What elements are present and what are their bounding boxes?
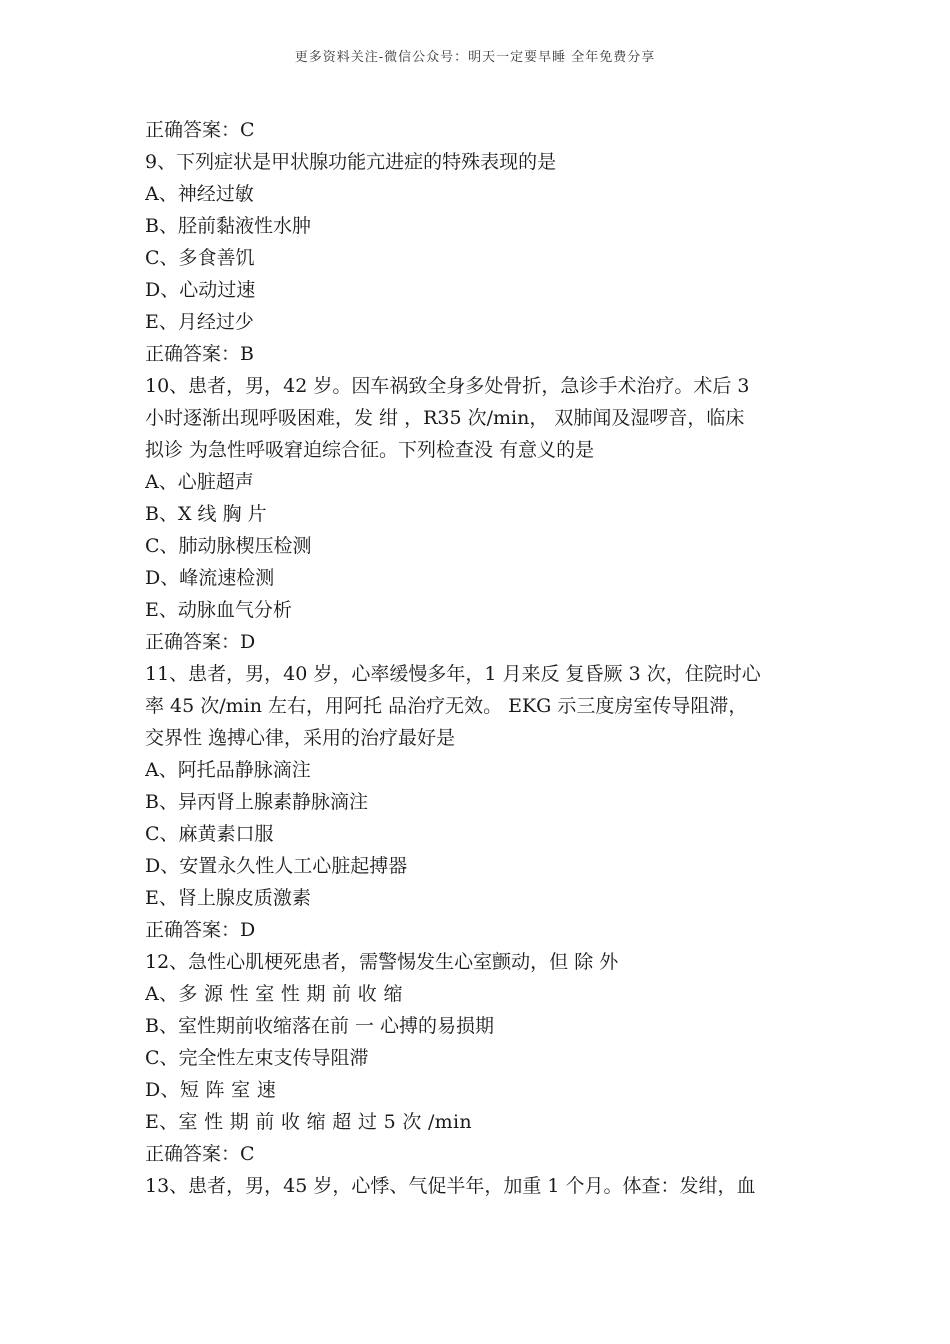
answer-line: 正确答案：C bbox=[145, 1143, 255, 1165]
option-line: C、肺动脉楔压检测 bbox=[145, 535, 312, 557]
option-line: B、异丙肾上腺素静脉滴注 bbox=[145, 791, 368, 813]
question-10: 10、患者，男，42 岁。因车祸致全身多处骨折，急诊手术治疗。术后 3 bbox=[145, 375, 750, 397]
question-11: 11、患者，男，40 岁，心率缓慢多年，1 月来反 复昏厥 3 次，住院时心 bbox=[145, 663, 761, 685]
question-10-cont: 小时逐渐出现呼吸困难，发 绀 ，R35 次/min， 双肺闻及湿啰音，临床 bbox=[145, 407, 745, 429]
option-line: D、安置永久性人工心脏起搏器 bbox=[145, 855, 408, 877]
answer-line: 正确答案：B bbox=[145, 343, 254, 365]
option-line: A、心脏超声 bbox=[145, 471, 254, 493]
option-line: B、X 线 胸 片 bbox=[145, 503, 267, 525]
option-line: A、多 源 性 室 性 期 前 收 缩 bbox=[145, 983, 403, 1005]
option-line: C、完全性左束支传导阻滞 bbox=[145, 1047, 369, 1069]
page-header: 更多资料关注-微信公众号：明天一定要早睡 全年免费分享 bbox=[294, 50, 656, 65]
question-10-cont: 拟诊 为急性呼吸窘迫综合征。下列检查没 有意义的是 bbox=[145, 439, 595, 461]
option-line: D、心动过速 bbox=[145, 279, 256, 301]
option-line: B、胫前黏液性水肿 bbox=[145, 215, 311, 237]
option-line: D、峰流速检测 bbox=[145, 567, 275, 589]
document-body bbox=[145, 114, 810, 1202]
option-line: A、阿托品静脉滴注 bbox=[145, 759, 311, 781]
option-line: E、室 性 期 前 收 缩 超 过 5 次 /min bbox=[145, 1111, 472, 1133]
option-line: B、室性期前收缩落在前 一 心搏的易损期 bbox=[145, 1015, 495, 1037]
option-line: C、多食善饥 bbox=[145, 247, 255, 269]
option-line: E、月经过少 bbox=[145, 311, 254, 333]
question-13: 13、患者，男，45 岁，心悸、气促半年，加重 1 个月。体查：发绀，血 bbox=[145, 1175, 756, 1197]
option-line: A、神经过敏 bbox=[145, 183, 254, 205]
option-line: C、麻黄素口服 bbox=[145, 823, 274, 845]
question-12: 12、急性心肌梗死患者，需警惕发生心室颤动，但 除 外 bbox=[145, 951, 619, 973]
option-line: E、肾上腺皮质激素 bbox=[145, 887, 311, 909]
option-line: E、动脉血气分析 bbox=[145, 599, 292, 621]
answer-line: 正确答案：D bbox=[145, 631, 256, 653]
answer-line: 正确答案：D bbox=[145, 919, 256, 941]
question-11-cont: 交界性 逸搏心律，采用的治疗最好是 bbox=[145, 727, 456, 749]
question-11-cont: 率 45 次/min 左右，用阿托 品治疗无效。 EKG 示三度房室传导阻滞， bbox=[145, 695, 748, 717]
answer-line: 正确答案：C bbox=[145, 119, 255, 141]
option-line: D、短 阵 室 速 bbox=[145, 1079, 277, 1101]
question-9: 9、下列症状是甲状腺功能亢进症的特殊表现的是 bbox=[145, 151, 557, 173]
